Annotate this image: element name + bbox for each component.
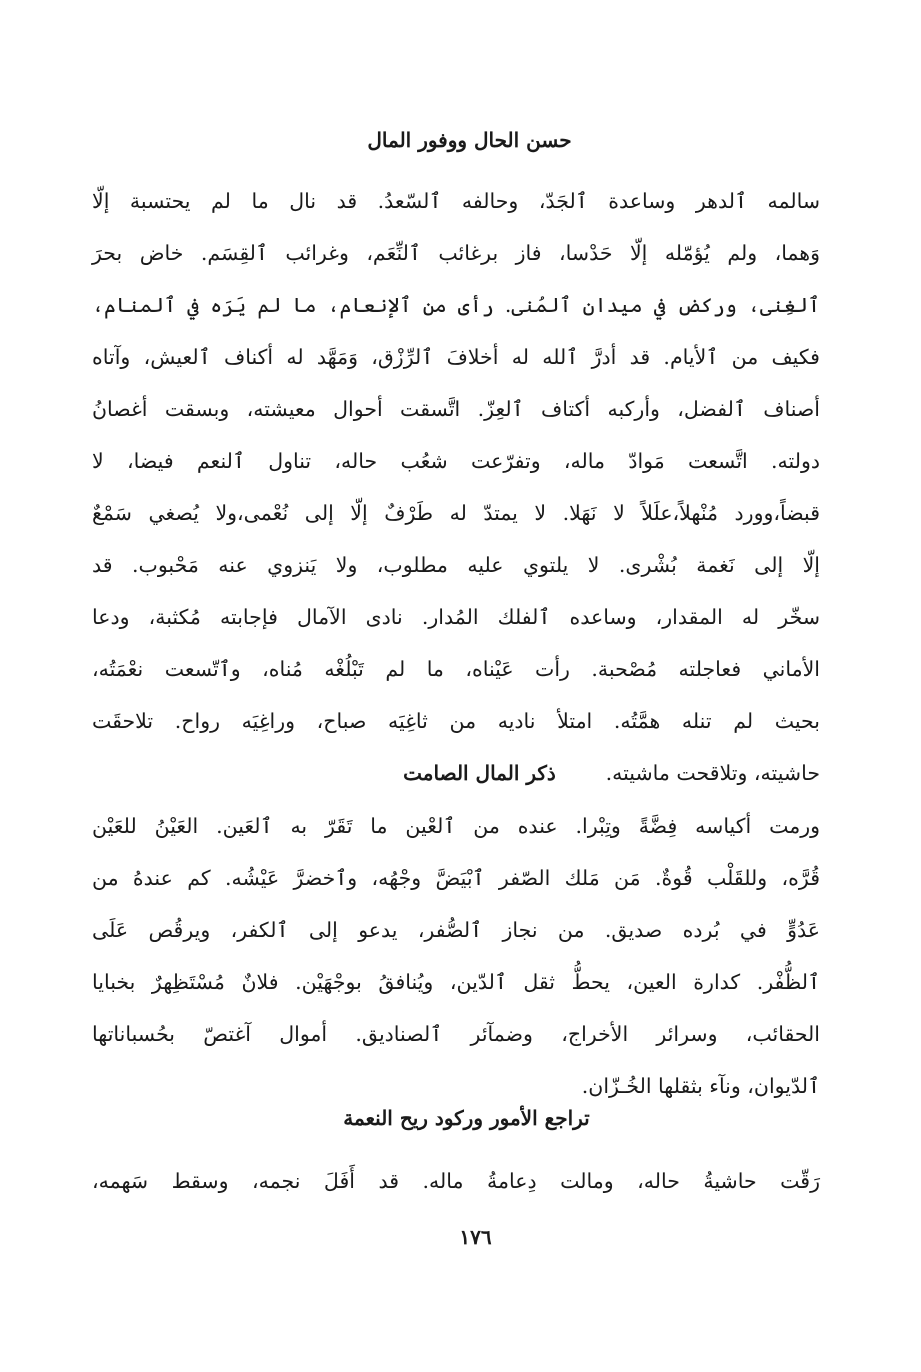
- section-paragraph: [92, 1155, 820, 1207]
- text-line: سخّر له المقدار، وساعده ٱلفلك المُدار. نادى الآمال فإجابته مُكثبة، ودعا: [92, 605, 820, 629]
- text-line: أصناف ٱلفضل، وأركبه أكتاف ٱلعِزّ. اتَّسقت أحوال معيشته، وبسقت أغصانُ: [92, 397, 820, 421]
- text-line: فكيف من ٱلأيام. قد أدرَّ ٱلله له أخلافَ ٱلرِّزْق، وَمَهَّد له أكناف ٱلعيش، وآتاه: [92, 345, 820, 369]
- text-line: سالمه ٱلدهر وساعدة ٱلجَدّ، وحالفه ٱلسّعدُ. قد نال ما لم يحتسبة إلّا: [92, 189, 820, 213]
- section-paragraph: [92, 800, 820, 1112]
- text-line: ٱلغِنى، وركض في ميدان ٱلمُنى. رأى من ٱلإنعام، ما لم يَرَه في ٱلمنام،: [92, 293, 820, 317]
- text-line: ورمت أكياسه فِضَّةً وتِبْرا. عنده من ٱلعْين ما تَقَرّ به ٱلعَين. العَيْنُ للعَيْن: [92, 814, 820, 838]
- text-line: حاشيته، وتلاقحت ماشيته.: [605, 761, 820, 785]
- text-line: قُرَّه، وللقَلْب قُوةٌ. مَن مَلك الصّفر ٱبْيَضَّ وجْهُه، وٱخضرَّ عَيْشُه. كم عندهُ من: [92, 866, 820, 890]
- text-line: عَدُوٍّ في بُرده صديق. من نجاز ٱلصُّفر، يدعو إلى ٱلكفر، ويرقُص عَلَى: [92, 918, 820, 942]
- text-line: الأماني فعاجلته مُصْحبة. رأت عَيْناه، ما لم تَبْلُغْه مُناه، وٱتّسعت نعْمَتُه،: [92, 657, 820, 681]
- section-heading: ذكر المال الصامت: [403, 761, 556, 785]
- section-heading: تراجع الأمور وركود ريح النعمة: [343, 1106, 590, 1130]
- text-line: إلّا إلى نَغمة بُشْرى. لا يلتوي عليه مطلوب، ولا يَنزوي عنه مَحْبوب. قد: [92, 553, 820, 577]
- text-line: بحيث لم تنله همَّتُه. امتلأ ناديه من ثاغِيَه صباح، وراغِيَه رواح. تلاحقَت: [92, 709, 820, 733]
- text-line: ٱلدّيوان، ونآء بثقلها الخُـزّان.: [581, 1074, 820, 1098]
- page-number: ١٧٦: [459, 1225, 492, 1249]
- section-heading: حسن الحال ووفور المال: [367, 128, 572, 152]
- section-paragraph: [92, 175, 820, 799]
- text-line: وَهما، ولم يُؤمّله إلّا حَدْسا، فاز برغائب ٱلنِّعَم، وغرائب ٱلقِسَم. خاض بحرَ: [92, 241, 820, 265]
- text-line: ٱلظُّفْر. كدارة العين، يحطُّ ثقل ٱلدّين، ويُنافقُ بوجْهَيْن. فلانٌ مُسْتَظِهرٌ بخبايا: [92, 970, 820, 994]
- text-line: دولته. اتَّسعت مَوادّ ماله، وتفرّعت شعُب حاله، تناول ٱلنعم فيضا، لا: [92, 449, 820, 473]
- text-line: قبضاً،وورد مُنْهلاً،علَلاً لا نَهَلا. لا يمتدّ له طَرْفٌ إلّا إلى نُعْمى،ولا يُصغي سَمْعٌ: [92, 501, 820, 525]
- text-line: الحقائب، وسرائر الأخراج، وضمآئر ٱلصناديق. أموال آغتصّ بحُسباناتها: [92, 1022, 820, 1046]
- text-line: رَقّت حاشيةُ حاله، ومالت دِعامةُ ماله. قد أَفَلَ نجمه، وسقط سَهمه،: [92, 1169, 820, 1193]
